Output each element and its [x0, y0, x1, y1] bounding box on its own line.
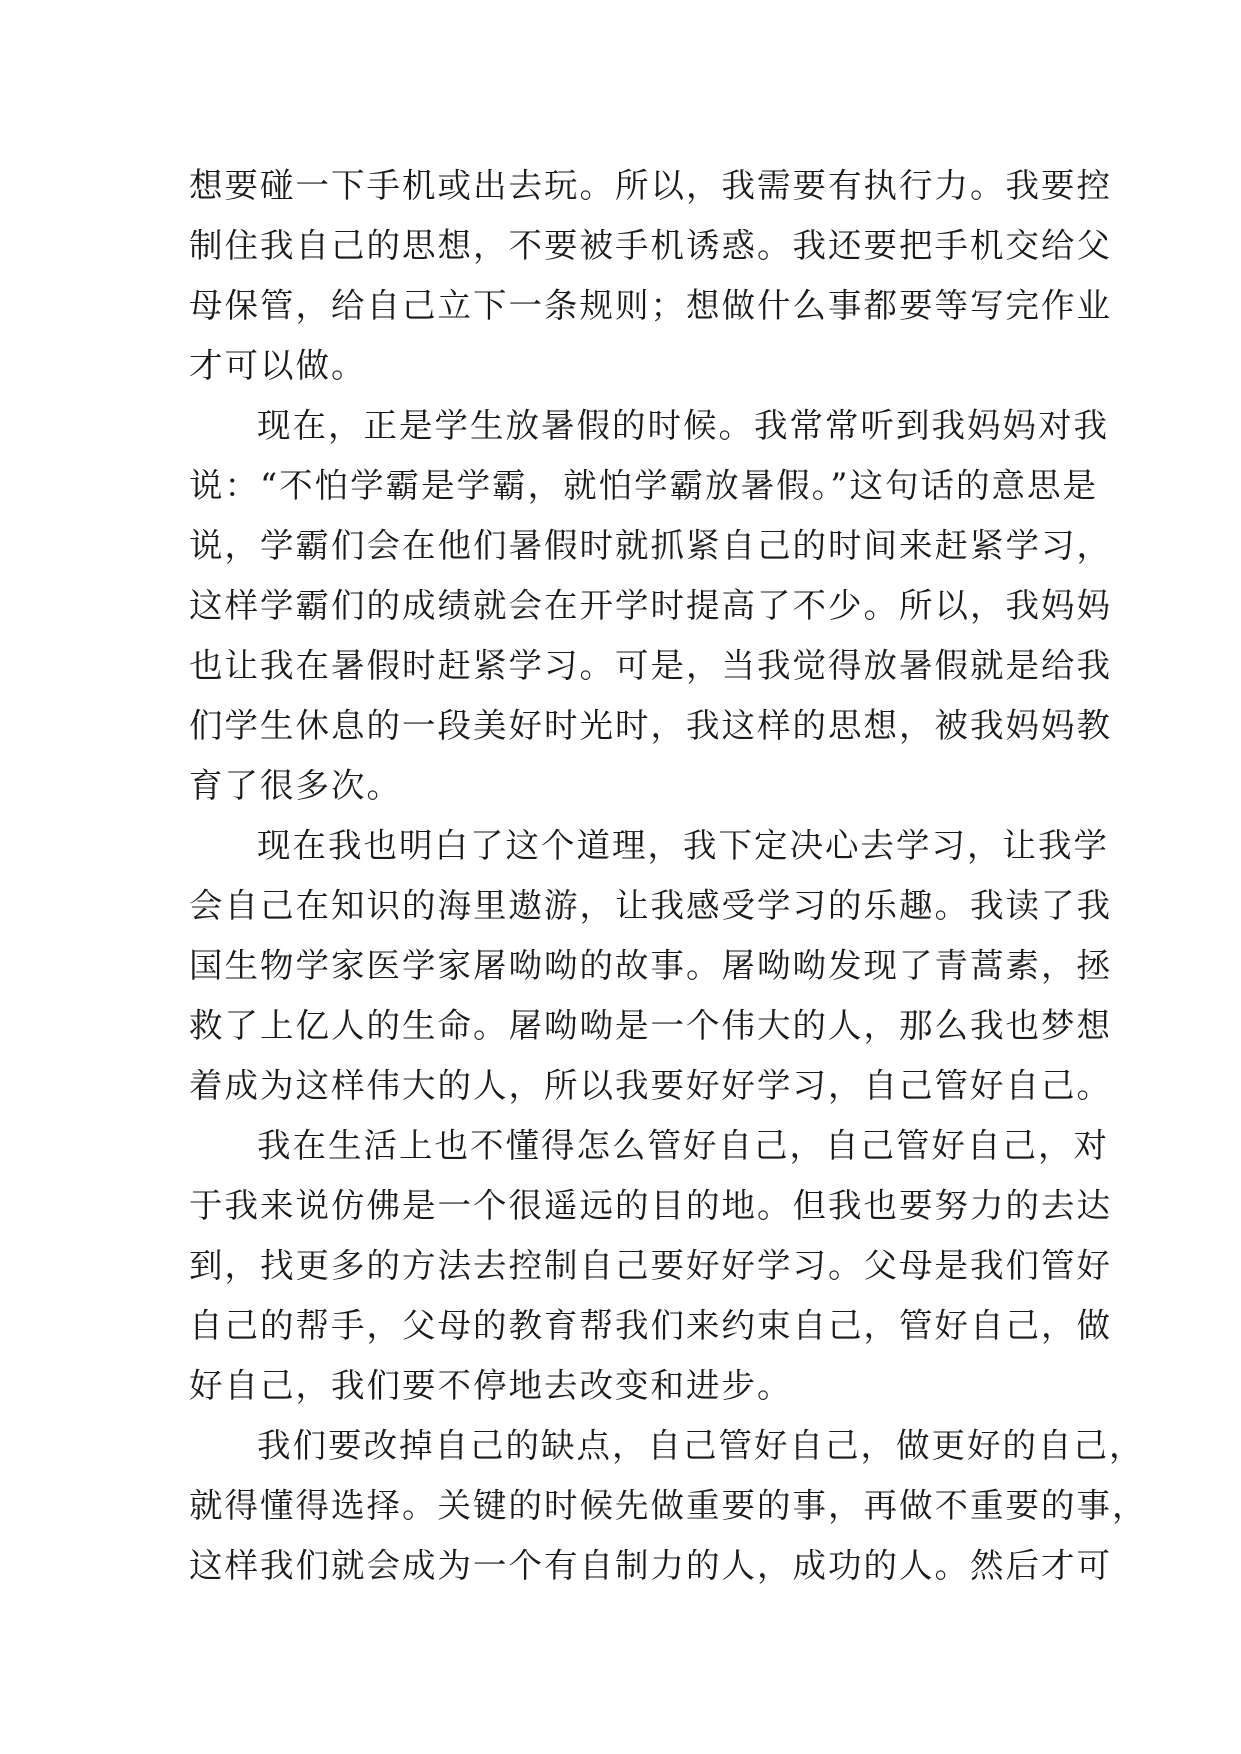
text-line: 制住我自己的思想，不要被手机诱惑。我还要把手机交给父: [189, 226, 1112, 265]
text-line: 好自己，我们要不停地去改变和进步。: [189, 1366, 793, 1405]
paragraph-first-line: 我在生活上也不懂得怎么管好自己，自己管好自己，对: [257, 1126, 1109, 1165]
text-line: 才可以做。: [189, 346, 367, 385]
text-line: 到，找更多的方法去控制自己要好好学习。父母是我们管好: [189, 1246, 1112, 1285]
text-line: 们学生休息的一段美好时光时，我这样的思想，被我妈妈教: [189, 706, 1112, 745]
paragraph-first-line: 我们要改掉自己的缺点，自己管好自己，做更好的自己，: [257, 1426, 1145, 1465]
text-line: 自己的帮手，父母的教育帮我们来约束自己，管好自己，做: [189, 1306, 1112, 1345]
text-line: 着成为这样伟大的人，所以我要好好学习，自己管好自己。: [189, 1066, 1112, 1105]
text-line: 就得懂得选择。关键的时候先做重要的事，再做不重要的事，: [189, 1486, 1148, 1525]
text-line: 这样学霸们的成绩就会在开学时提高了不少。所以，我妈妈: [189, 586, 1112, 625]
text-line: 会自己在知识的海里遨游，让我感受学习的乐趣。我读了我: [189, 886, 1112, 925]
text-line: 救了上亿人的生命。屠呦呦是一个伟大的人，那么我也梦想: [189, 1006, 1112, 1045]
paragraph-first-line: 现在我也明白了这个道理，我下定决心去学习，让我学: [257, 826, 1109, 865]
text-line: 也让我在暑假时赶紧学习。可是，当我觉得放暑假就是给我: [189, 646, 1112, 685]
text-line: 于我来说仿佛是一个很遥远的目的地。但我也要努力的去达: [189, 1186, 1112, 1225]
text-line: 国生物学家医学家屠呦呦的故事。屠呦呦发现了青蒿素，拯: [189, 946, 1112, 985]
text-line: 育了很多次。: [189, 766, 402, 805]
text-line: 说，学霸们会在他们暑假时就抓紧自己的时间来赶紧学习，: [189, 526, 1112, 565]
text-line: 这样我们就会成为一个有自制力的人，成功的人。然后才可: [189, 1546, 1112, 1585]
text-line: 说：“不怕学霸是学霸，就怕学霸放暑假。”这句话的意思是: [189, 466, 1099, 505]
paragraph-first-line: 现在，正是学生放暑假的时候。我常常听到我妈妈对我: [257, 406, 1109, 445]
text-line: 母保管，给自己立下一条规则；想做什么事都要等写完作业: [189, 286, 1112, 325]
text-line: 想要碰一下手机或出去玩。所以，我需要有执行力。我要控: [189, 166, 1112, 205]
